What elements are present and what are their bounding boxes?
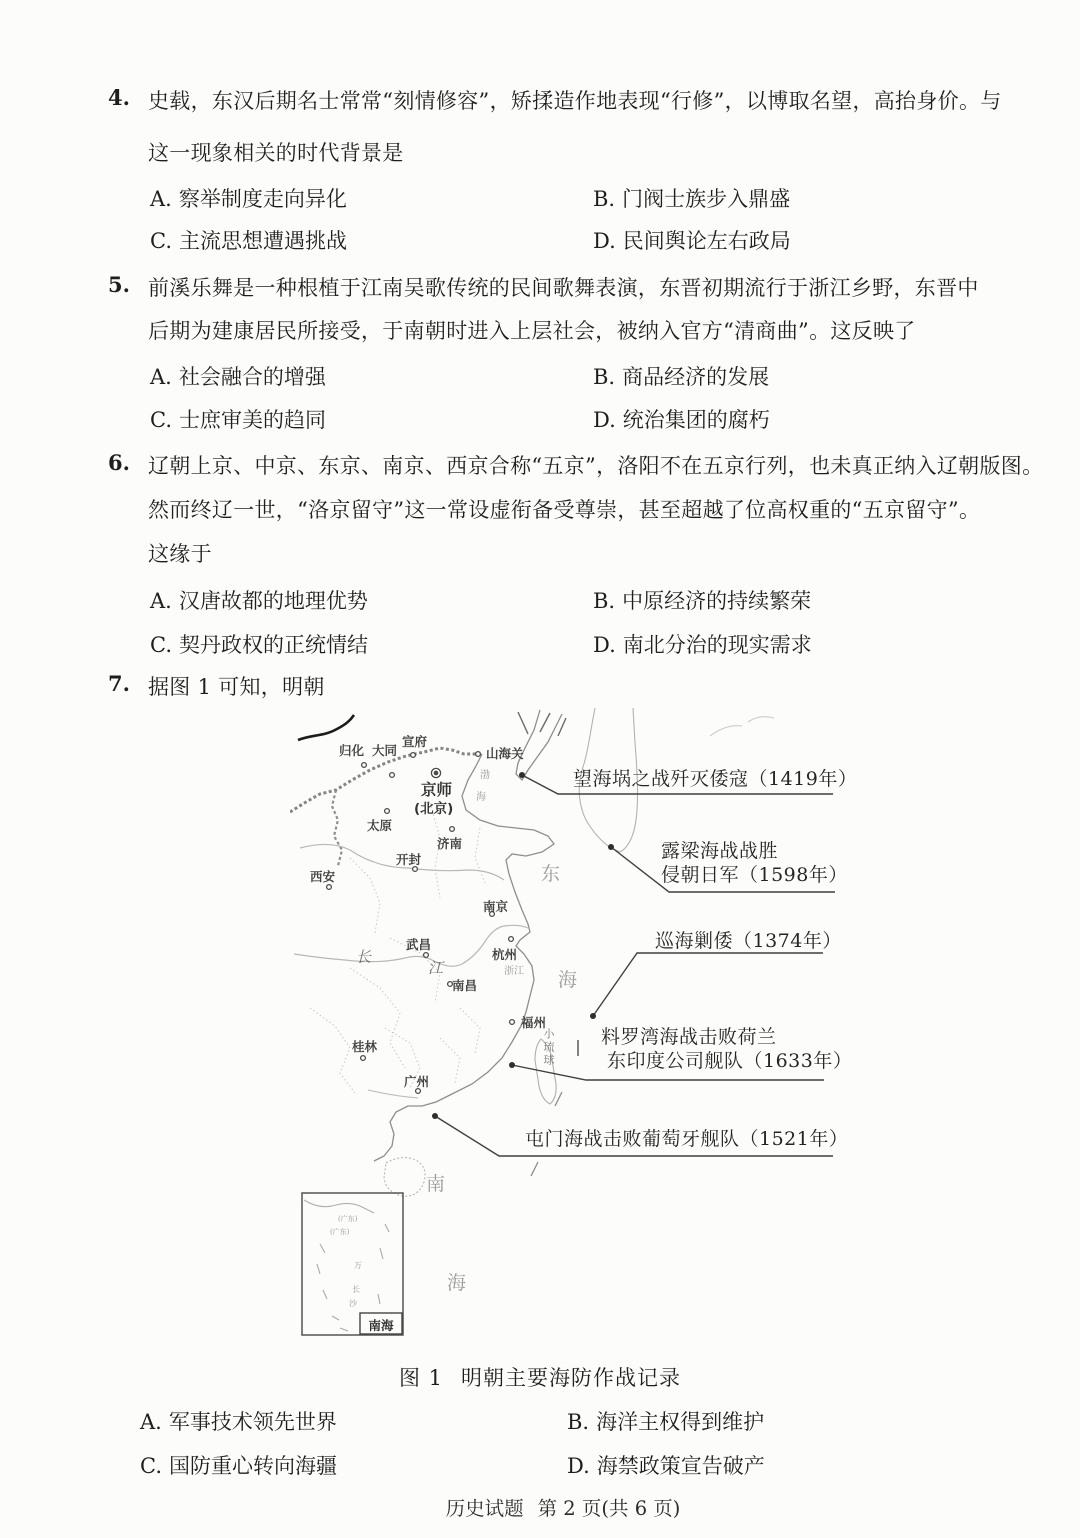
option-label: B. [593, 365, 616, 389]
city-label-xian: 西安 [310, 869, 336, 884]
option-text: 汉唐故都的地理优势 [178, 589, 368, 613]
question-4-line-2: 这一现象相关的时代背景是 [148, 141, 404, 165]
inset-tiny-text-1: (广东) [338, 1215, 358, 1223]
city-label-taiyuan: 太原 [367, 818, 393, 833]
city-label-guilin: 桂林 [352, 1039, 378, 1054]
question-4-option-d [593, 225, 791, 255]
sea-char-south-hai: 海 [447, 1272, 467, 1294]
city-label-beijing: (北京) [414, 801, 454, 817]
footer-subject: 历史试题 [445, 1497, 524, 1520]
question-6-option-a [150, 585, 368, 615]
option-label: C. [140, 1454, 162, 1478]
question-7-option-d [567, 1450, 765, 1480]
river-char-chang: 长 [356, 948, 372, 966]
inset-tiny-text-4: 长 [352, 1285, 360, 1294]
city-label-kaifeng: 开封 [396, 852, 422, 867]
city-dot-guilin [361, 1056, 366, 1061]
battle-dot-liaoluo [509, 1062, 515, 1068]
callout-liaoluo-line1: 料罗湾海战击败荷兰 [601, 1026, 777, 1048]
option-text: 民间舆论左右政局 [622, 229, 791, 253]
question-6-option-b [593, 585, 811, 615]
sea-char-east-hai: 海 [558, 969, 578, 991]
northern-border-line [298, 715, 354, 740]
city-label-jingshi: 京师 [421, 781, 453, 799]
callout-luliang-line1: 露梁海战战胜 [661, 840, 779, 862]
question-5-line-2: 后期为建康居民所接受，于南朝时进入上层社会，被纳入官方“清商曲”。这反映了 [148, 319, 916, 343]
capital-dot-inner [434, 771, 437, 774]
question-7-option-b [567, 1406, 764, 1436]
question-5-option-a [150, 361, 326, 391]
question-4-option-b [593, 183, 790, 213]
option-text: 军事技术领先世界 [168, 1410, 337, 1434]
sea-char-bohai-hai: 海 [476, 792, 486, 803]
question-6-option-d [593, 629, 812, 659]
city-label-hangzhou: 杭州 [492, 947, 518, 962]
sea-char-bo: 渤 [480, 770, 490, 781]
option-text: 南北分治的现实需求 [622, 633, 812, 657]
figure-caption-title: 明朝主要海防作战记录 [461, 1366, 682, 1390]
pearl-river [368, 1090, 418, 1098]
question-5-option-b [593, 361, 769, 391]
city-label-guihua: 归化 [339, 743, 365, 758]
battle-dot-tunmen [432, 1113, 438, 1119]
option-label: A. [140, 1410, 162, 1434]
province-label-zhejiang: 浙江 [504, 966, 524, 977]
city-dot-jinan [450, 827, 455, 832]
option-label: C. [150, 633, 172, 657]
question-5-option-d [593, 404, 770, 434]
china-coastline [374, 754, 554, 1161]
city-dot-xuanfu [411, 753, 416, 758]
option-text: 中原经济的持续繁荣 [622, 589, 812, 613]
inset-tiny-text-5: 沙 [349, 1299, 357, 1308]
option-text: 统治集团的腐朽 [622, 408, 770, 432]
option-text: 商品经济的发展 [622, 365, 770, 389]
option-label: D. [567, 1454, 590, 1478]
city-dot-datong [390, 773, 395, 778]
option-text: 主流思想遭遇挑战 [179, 229, 347, 253]
option-label: D. [593, 229, 616, 253]
footer-page-info: 第 2 页(共 6 页) [537, 1497, 681, 1520]
option-text: 海禁政策宣告破产 [596, 1454, 765, 1478]
figure-1-map [290, 708, 980, 1360]
figure-1-caption [0, 1362, 1080, 1392]
question-7-option-c [140, 1450, 337, 1480]
question-7-line-1: 据图 1 可知，明朝 [148, 675, 325, 699]
callout-wanghaiwo-1419: 望海埚之战歼灭倭寇（1419年） [573, 768, 858, 790]
battle-dot-xunhai [590, 1013, 596, 1019]
option-text: 社会融合的增强 [178, 365, 326, 389]
hainan-island [384, 1158, 425, 1197]
question-5-option-c [150, 404, 326, 434]
city-dot-guihua [362, 763, 367, 768]
callout-luliang-line2: 侵朝日军（1598年） [661, 864, 848, 886]
northeast-river-lines [518, 712, 566, 736]
japan-coast-sketch [710, 717, 774, 736]
question-5-line-1: 前溪乐舞是一种根植于江南吴歌传统的民间歌舞表演，东晋初期流行于浙江乡野，东晋中 [148, 276, 979, 300]
question-4-number: 4. [108, 85, 130, 110]
option-label: C. [150, 229, 172, 253]
city-label-nanjing: 南京 [483, 899, 509, 914]
question-6-number: 6. [108, 450, 130, 475]
river-char-jiang: 江 [428, 959, 444, 977]
question-6-option-c [150, 629, 368, 659]
inset-tiny-text-3: 万 [354, 1261, 362, 1270]
city-label-wuchang: 武昌 [406, 937, 432, 952]
city-label-nanchang: 南昌 [452, 978, 478, 993]
page-footer [0, 1493, 1080, 1521]
city-label-xuanfu: 宣府 [402, 734, 428, 749]
city-dot-xian [327, 885, 332, 890]
question-7-number: 7. [108, 671, 130, 696]
great-wall-inner-branch [332, 790, 342, 866]
option-label: A. [150, 187, 172, 211]
question-4-line-1: 史载，东汉后期名士常常“刻情修容”，矫揉造作地表现“行修”，以博取名望，高抬身价。与 [148, 89, 1002, 113]
city-label-jinan: 济南 [437, 836, 463, 851]
figure-caption-prefix: 图 1 [398, 1366, 444, 1390]
option-label: B. [593, 187, 616, 211]
question-6-line-1: 辽朝上京、中京、东京、南京、西京合称“五京”，洛阳不在五京行列，也未真正纳入辽朝版图。 [148, 454, 1044, 478]
city-label-shanhaiguan: 山海关 [486, 746, 524, 761]
inset-tiny-text-2: (广东) [330, 1228, 350, 1236]
option-label: D. [593, 633, 616, 657]
battle-dot-wanghaiwo [519, 772, 525, 778]
option-label: B. [567, 1410, 590, 1434]
city-dot-hangzhou [509, 937, 514, 942]
battle-dot-luliang [608, 844, 614, 850]
callout-lines [435, 775, 835, 1156]
option-label: A. [150, 365, 172, 389]
option-text: 门阀士族步入鼎盛 [622, 187, 791, 211]
city-dot-shanhaiguan [476, 752, 481, 757]
option-label: A. [150, 589, 172, 613]
city-dot-taiyuan [385, 809, 390, 814]
island-label-xiaoliuqiu: 小琉球 [542, 1028, 555, 1067]
option-text: 士庶审美的趋同 [179, 408, 326, 432]
callout-line-xunhai [593, 953, 823, 1016]
question-6-line-2: 然而终辽一世，“洛京留守”这一常设虚衔备受尊崇，甚至超越了位高权重的“五京留守”。 [148, 498, 981, 522]
question-6-line-3: 这缘于 [148, 542, 212, 566]
callout-liaoluo-line2: 东印度公司舰队（1633年） [607, 1050, 853, 1072]
city-label-datong: 大同 [372, 743, 398, 758]
city-label-fuzhou: 福州 [521, 1015, 547, 1030]
option-label: D. [593, 408, 616, 432]
city-dot-fuzhou [510, 1020, 515, 1025]
option-label: C. [150, 408, 172, 432]
sea-char-nan: 南 [426, 1173, 446, 1195]
option-text: 察举制度走向异化 [178, 187, 347, 211]
question-4-option-a [150, 183, 347, 213]
sea-char-dong: 东 [541, 863, 561, 885]
callout-xunhai-1374: 巡海剿倭（1374年） [655, 930, 842, 952]
option-text: 海洋主权得到维护 [596, 1410, 765, 1434]
option-text: 契丹政权的正统情结 [179, 633, 368, 657]
inset-coast [304, 1200, 374, 1213]
option-text: 国防重心转向海疆 [169, 1454, 337, 1478]
question-7-option-a [140, 1406, 337, 1436]
city-label-guangzhou: 广州 [404, 1074, 430, 1089]
inset-nanhai-label: 南海 [368, 1318, 394, 1333]
question-5-number: 5. [108, 272, 130, 297]
question-4-option-c [150, 225, 347, 255]
option-label: B. [593, 589, 616, 613]
callout-tunmen-1521: 屯门海战击败葡萄牙舰队（1521年） [525, 1128, 849, 1150]
